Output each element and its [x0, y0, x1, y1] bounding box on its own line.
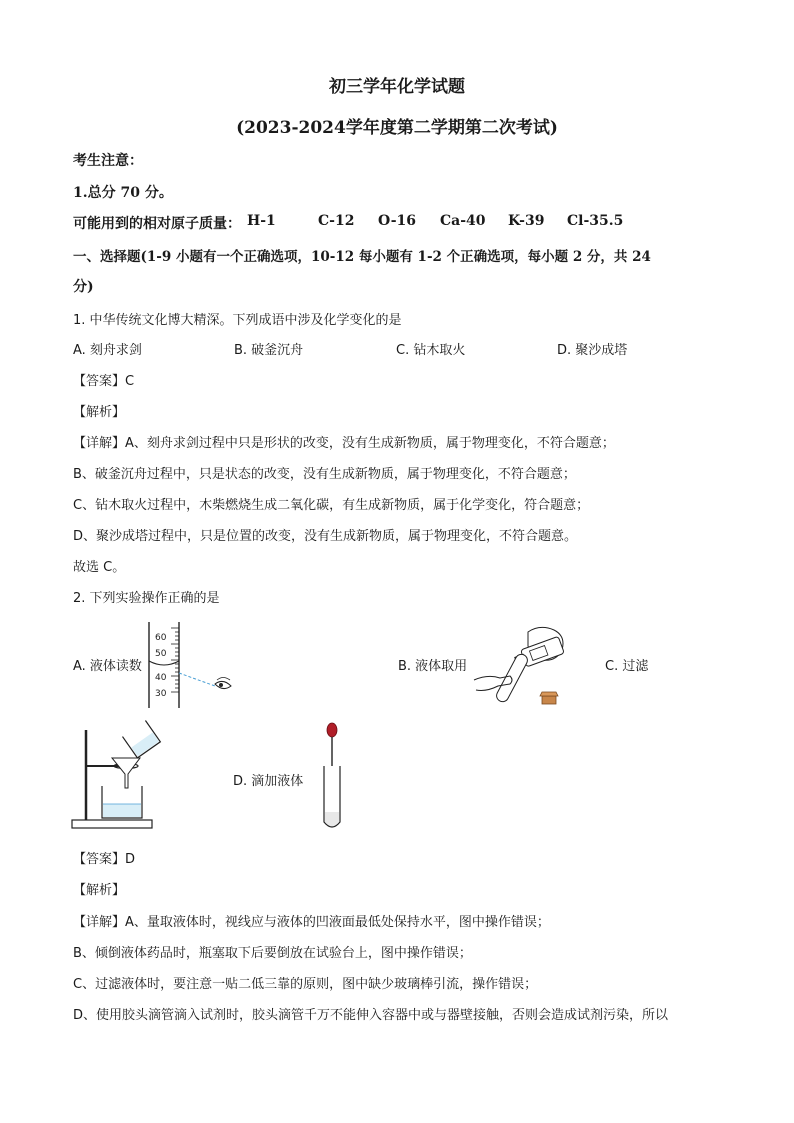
q2-option-d: D. 滴加液体: [233, 774, 304, 789]
atomic-mass-label: 可能用到的相对原子质量：: [73, 216, 241, 232]
atomic-mass-ca: Ca-40: [440, 213, 486, 229]
section-heading-cont: 分): [73, 279, 94, 295]
atomic-mass-k: K-39: [508, 213, 545, 229]
q1-stem: 1. 中华传统文化博大精深。下列成语中涉及化学变化的是: [73, 313, 402, 328]
q2-detail-line: 【详解】A、量取液体时，视线应与液体的凹液面最低处保持水平，图中操作错误；: [73, 915, 550, 930]
atomic-mass-o: O-16: [378, 213, 417, 229]
notice-label: 考生注意：: [73, 153, 143, 169]
eye-icon: [215, 678, 231, 689]
q2-stem: 2. 下列实验操作正确的是: [73, 591, 220, 606]
q1-detail-line: B、破釜沉舟过程中，只是状态的改变，没有生成新物质，属于物理变化，不符合题意；: [73, 467, 576, 482]
cylinder-tick-label: 40: [155, 673, 167, 683]
page-title: 初三学年化学试题: [329, 77, 465, 97]
section-heading: 一、选择题(1-9 小题有一个正确选项，10-12 每小题有 1-2 个正确选项，每小题 2 分，共 24: [73, 249, 651, 265]
notice-score: 1.总分 70 分。: [73, 185, 173, 201]
cylinder-tick-label: 50: [155, 649, 167, 659]
atomic-mass-cl: Cl-35.5: [567, 213, 624, 229]
atomic-mass-h: H-1: [247, 213, 276, 229]
q1-option-a: A. 刻舟求剑: [73, 343, 142, 358]
dropper-bulb-icon: [327, 723, 337, 737]
q1-detail-line: C、钻木取火过程中，木柴燃烧生成二氧化碳，有生成新物质，属于化学变化，符合题意；: [73, 498, 590, 513]
cylinder-tick-label: 30: [155, 689, 167, 699]
atomic-mass-c: C-12: [318, 213, 355, 229]
liquid-pouring-figure: [470, 620, 580, 715]
filtration-figure: [70, 720, 170, 832]
q1-option-b: B. 破釜沉舟: [234, 343, 304, 358]
q2-detail-line: B、倾倒液体药品时，瓶塞取下后要倒放在试验台上，图中操作错误；: [73, 946, 472, 961]
q1-option-c: C. 钻木取火: [396, 343, 466, 358]
q2-option-a: A. 液体读数: [73, 659, 142, 674]
q2-answer: 【答案】D: [73, 852, 136, 867]
q1-analysis-label: 【解析】: [73, 405, 126, 420]
cylinder-tick-label: 60: [155, 633, 167, 643]
q1-detail-line: 故选 C。: [73, 560, 126, 575]
q2-detail-line: C、过滤液体时，要注意一贴二低三靠的原则，图中缺少玻璃棒引流，操作错误；: [73, 977, 538, 992]
q1-detail-line: D、聚沙成塔过程中，只是位置的改变，没有生成新物质，属于物理变化，不符合题意。: [73, 529, 578, 544]
page-subtitle: (2023-2024学年度第二学期第二次考试): [236, 118, 558, 138]
q1-detail-line: 【详解】A、刻舟求剑过程中只是形状的改变，没有生成新物质，属于物理变化，不符合题意；: [73, 436, 615, 451]
q1-option-d: D. 聚沙成塔: [557, 343, 628, 358]
q2-analysis-label: 【解析】: [73, 883, 126, 898]
q2-option-c: C. 过滤: [605, 659, 649, 674]
q2-option-b: B. 液体取用: [398, 659, 468, 674]
cylinder-reading-figure: [135, 618, 240, 710]
q2-detail-line: D、使用胶头滴管滴入试剂时，胶头滴管千万不能伸入容器中或与器壁接触，否则会造成试剂污染，所以: [73, 1008, 669, 1023]
stopper-icon: [542, 696, 556, 704]
q1-answer: 【答案】C: [73, 374, 135, 389]
dropper-figure: [318, 722, 350, 834]
